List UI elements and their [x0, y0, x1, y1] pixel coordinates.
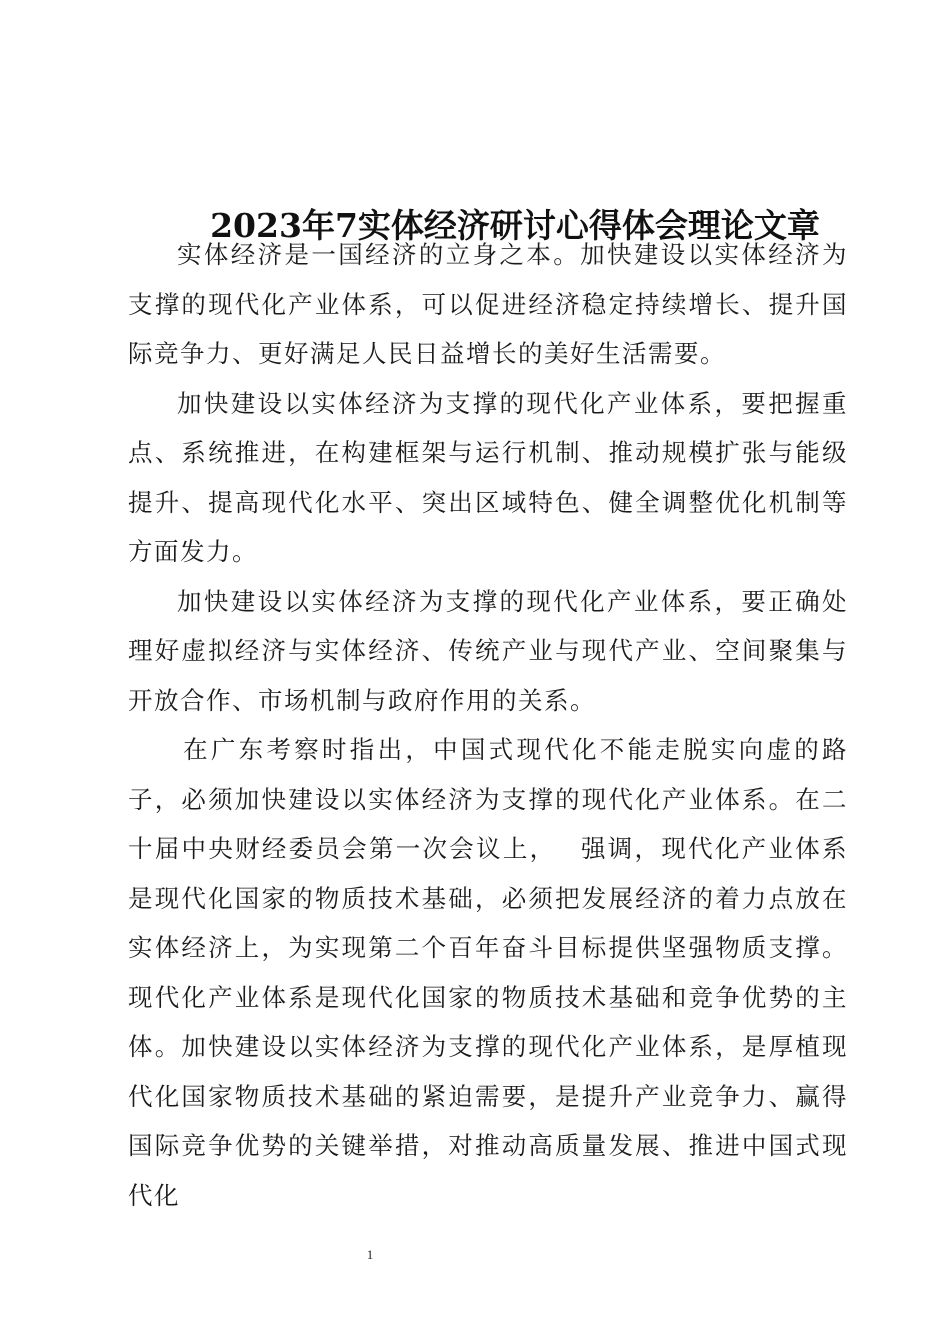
paragraph-3: 加快建设以实体经济为支撑的现代化产业体系，要正确处理好虚拟经济与实体经济、传统产业与现代产业、空间聚集与开放合作、市场机制与政府作用的关系。 — [128, 586, 848, 715]
document-body — [128, 230, 848, 1220]
document-title: 2023年7实体经济研讨心得体会理论文章 — [210, 206, 820, 246]
page-number: 1 — [366, 1247, 374, 1262]
paragraph-2: 加快建设以实体经济为支撑的现代化产业体系，要把握重点、系统推进，在构建框架与运行机制、推动规模扩张与能级提升、提高现代化水平、突出区域特色、健全调整优化机制等方面发力。 — [128, 388, 848, 566]
paragraph-4: 在广东考察时指出，中国式现代化不能走脱实向虚的路子，必须加快建设以实体经济为支撑的现代化产业体系。在二十届中央财经委员会第一次会议上， 强调，现代化产业体系是现代化国家的物质技术基础，必须把发展经济的着力点放在实体经济上，为实现第二个百年奋斗目标提供坚强物质支撑。现代化产业体系是现代化国家的物质技术基础和竞争优势的主体。加快建设以实体经济为支撑的现代化产业体系，是厚植现代化国家物质技术基础的紧迫需要，是提升产业竞争力、赢得国际竞争优势的关键举措，对推动高质量发展、推进中国式现代化 — [128, 735, 848, 1210]
paragraph-1: 实体经济是一国经济的立身之本。加快建设以实体经济为支撑的现代化产业体系，可以促进经济稳定持续增长、提升国际竞争力、更好满足人民日益增长的美好生活需要。 — [128, 240, 848, 368]
